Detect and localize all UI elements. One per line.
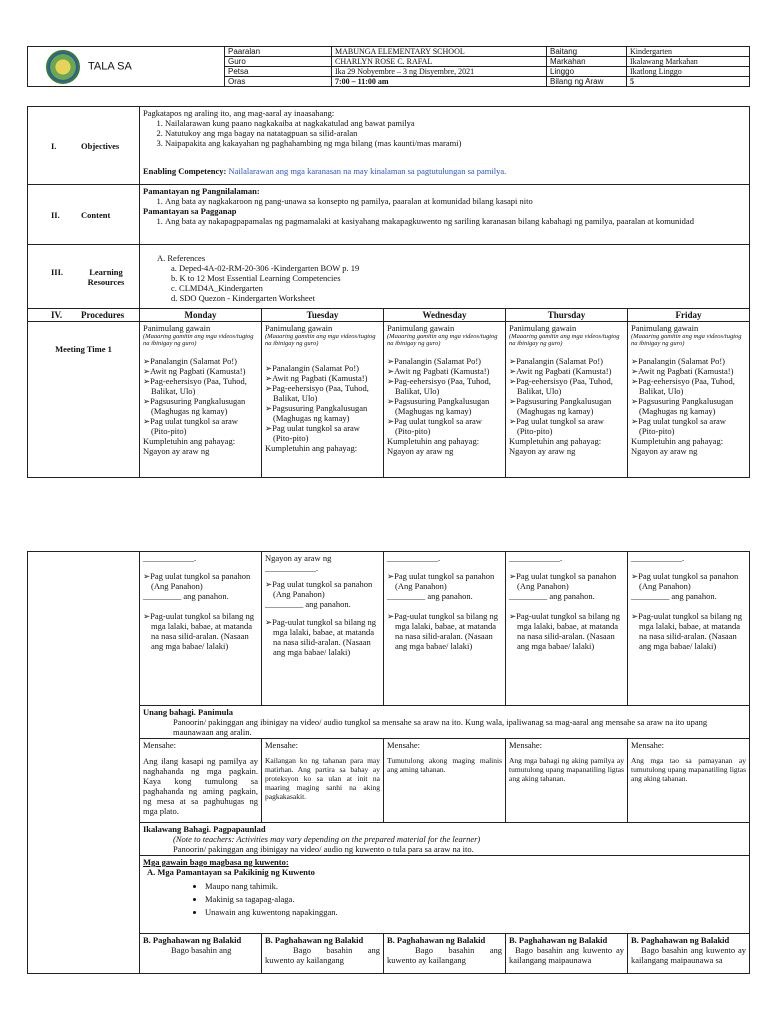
activity-list <box>143 571 258 591</box>
activity-item: ➢Pag-uulat tungkol sa bilang ng mga lalaki, babae, at matanda na nasa silid-aralan. (Nasaan ang mga babae/ lalaki) <box>631 611 743 651</box>
activity-item: ➢Pag-eehersisyo (Paa, Tuhod, Balikat, Ulo) <box>509 376 613 396</box>
panahon-line: _________ ang panahon. <box>387 591 473 601</box>
blank-line: ____________. <box>143 553 197 563</box>
ngayon-label: Ngayon ay araw ng <box>387 446 454 456</box>
label-oras: Oras <box>225 77 332 87</box>
value-markahan: Ikalawang Markahan <box>627 57 750 67</box>
balakid-text: Bago basahin ang kuwento ay kailangang <box>387 945 502 965</box>
mensahe-wednesday <box>384 739 506 823</box>
mensahe-label: Mensahe: <box>265 740 299 750</box>
mensahe-friday <box>628 739 750 823</box>
panimula-label: Panimulang gawain <box>387 323 455 333</box>
school-logo-icon <box>46 50 80 84</box>
activity-item: ➢Pagsusuring Pangkalusugan (Maghugas ng kamay) <box>143 396 246 416</box>
activity-item: ➢Pag-eehersisyo (Paa, Tuhod, Balikat, Ulo) <box>631 376 735 396</box>
panimula-label: Panimulang gawain <box>509 323 577 333</box>
balakid-friday <box>628 934 750 974</box>
enabling-label: Enabling Competency: <box>143 166 227 176</box>
resources-label-cell <box>28 245 140 309</box>
balakid-text: Bago basahin ang kuwento ay kailangang maipaunawa <box>509 945 624 965</box>
activity-list <box>631 356 746 436</box>
procedures-label: Procedures <box>81 310 125 320</box>
mensahe-tuesday <box>262 739 384 823</box>
mensahe-text: Ang mga bahagi ng aking pamilya ay tumutulong upang mapanatiling ligtas ang aking tahanan. <box>509 756 624 783</box>
objective-item: 3. Naipapakita ang kakayahan ng paghahambing ng mga bilang (mas kaunti/mas marami) <box>165 138 746 148</box>
activity-item: ➢Panalangin (Salamat Po!) <box>631 356 725 366</box>
label-baitang: Baitang <box>547 47 627 57</box>
activity-list <box>143 356 258 436</box>
reference-item: b. K to 12 Most Essential Learning Competencies <box>171 273 341 283</box>
balakid-title: B. Paghahawan ng Balakid <box>265 935 364 945</box>
content-heading-2: Pamantayan sa Pagganap <box>143 206 237 216</box>
content-text-2: 1. Ang bata ay nakapagpapamalas ng pagmamalaki at kasiyahang makapagkuwento ng sariling karanasan bilang kabahagi ng pamilya, paaralan at komunidad <box>165 216 746 226</box>
blank-line: ____________. <box>265 563 319 573</box>
tuesday-cont-cell <box>262 552 384 706</box>
kumpletuhin-label: Kumpletuhin ang pahayag: <box>265 443 358 453</box>
balakid-wednesday <box>384 934 506 974</box>
procedures-num: IV. <box>51 310 63 320</box>
panahon-line: _________ ang panahon. <box>265 599 351 609</box>
ngayon-label: Ngayon ay araw ng <box>143 446 210 456</box>
activity-item: ➢Pag uulat tungkol sa araw (Pito-pito) <box>631 416 726 436</box>
objective-item: 2. Natutukoy ang mga bagay na natatagpuan sa silid-aralan <box>165 128 746 138</box>
activity-item: ➢Pag uulat tungkol sa panahon (Ang Panahon) <box>509 571 617 591</box>
value-baitang: Kindergarten <box>627 47 750 57</box>
reference-item: c. CLMD4A_Kindergarten <box>171 283 263 293</box>
panimula-label: Panimulang gawain <box>265 323 333 333</box>
activity-item: ➢Panalangin (Salamat Po!) <box>265 363 359 373</box>
activity-item: ➢Pag-uulat tungkol sa bilang ng mga lalaki, babae, at matanda na nasa silid-aralan. (Nasaan ang mga babae/ lalaki) <box>265 617 377 657</box>
day-monday: Monday <box>140 309 262 322</box>
kumpletuhin-label: Kumpletuhin ang pahayag: <box>509 436 602 446</box>
label-markahan: Markahan <box>547 57 627 67</box>
balakid-text: Bago basahin ang <box>171 945 232 955</box>
objective-item: 1. Nailalarawan kung paano nagkakaiba at nagkakatulad ang bawat pamilya <box>165 118 746 128</box>
panimula-label: Panimulang gawain <box>631 323 699 333</box>
ikalawang-bahagi-note: (Note to teachers: Activities may vary depending on the prepared material for the learner) <box>173 834 481 844</box>
activity-item: ➢Pag uulat tungkol sa panahon (Ang Panahon) <box>143 571 251 591</box>
activity-list <box>265 579 380 599</box>
unang-bahagi-title: Unang bahagi. Panimula <box>143 707 233 717</box>
activity-list <box>631 571 746 591</box>
activity-item: ➢Awit ng Pagbati (Kamusta!) <box>387 366 490 376</box>
header-title-cell <box>28 47 225 87</box>
value-guro: CHARLYN ROSE C. RAFAL <box>332 57 547 67</box>
content-cell <box>140 185 750 245</box>
resources-label: Learning Resources <box>87 266 125 287</box>
activity-list <box>631 611 746 651</box>
panahon-line: _________ ang panahon. <box>143 591 229 601</box>
activity-item: ➢Pag-eehersisyo (Paa, Tuhod, Balikat, Ulo) <box>265 383 369 403</box>
reference-item: a. Deped-4A-02-RM-20-306 -Kindergarten BOW p. 19 <box>171 263 360 273</box>
objectives-label-cell <box>28 107 140 185</box>
monday-cell <box>140 322 262 478</box>
blank-line: ____________. <box>387 553 441 563</box>
unang-bahagi-text: Panoorin/ pakinggan ang ibinigay na video/ audio tungkol sa mensahe sa araw na ito. Kung wala, ipaliwanag sa mag-aaral ang mensahe sa araw na ito upang maunawaan ang aralin. <box>173 717 708 737</box>
panimula-note: (Maaaring gamitin ang mga videos/tugtog na ibinigay ng guro) <box>143 333 254 347</box>
content-heading-1: Pamantayan ng Pangnilalaman: <box>143 186 260 196</box>
blank-line: ____________. <box>631 553 685 563</box>
panimula-note: (Maaaring gamitin ang mga videos/tugtog na ibinigay ng guro) <box>387 333 498 347</box>
mensahe-text: Ang mga tao sa pamayanan ay tumutulong upang mapanatiling ligtas ang aking tahanan. <box>631 756 746 783</box>
balakid-text: Bago basahin ang kuwento ay kailangang maipaunawa sa <box>631 945 746 965</box>
balakid-tuesday <box>262 934 384 974</box>
ikalawang-bahagi-cell <box>140 823 750 856</box>
activity-item: ➢Pag uulat tungkol sa panahon (Ang Panahon) <box>631 571 739 591</box>
monday-cont-cell <box>140 552 262 706</box>
panimula-label: Panimulang gawain <box>143 323 211 333</box>
wednesday-cell <box>384 322 506 478</box>
procedures-label-cell <box>28 309 140 322</box>
activity-item: ➢Pag uulat tungkol sa panahon (Ang Panahon) <box>265 579 373 599</box>
mensahe-monday <box>140 739 262 823</box>
activity-item: ➢Awit ng Pagbati (Kamusta!) <box>265 373 368 383</box>
header-title: TALA SA <box>88 60 132 72</box>
references-heading: A. References <box>157 253 206 263</box>
activity-item: ➢Pag uulat tungkol sa araw (Pito-pito) <box>509 416 604 436</box>
unang-bahagi-cell <box>140 706 750 739</box>
value-paaralan: MABUNGA ELEMENTARY SCHOOL <box>332 47 547 57</box>
activity-list <box>387 611 502 651</box>
activity-item: ➢Awit ng Pagbati (Kamusta!) <box>509 366 612 376</box>
ikalawang-bahagi-text: Panoorin/ pakinggan ang ibinigay na video/ audio ng kuwento o tula para sa araw na ito. <box>173 844 474 854</box>
day-tuesday: Tuesday <box>262 309 384 322</box>
wednesday-cont-cell <box>384 552 506 706</box>
rules-list <box>143 880 746 919</box>
gawain-title: Mga gawain bago magbasa ng kuwento: <box>143 857 289 867</box>
kumpletuhin-label: Kumpletuhin ang pahayag: <box>143 436 236 446</box>
activity-item: ➢Pagsusuring Pangkalusugan (Maghugas ng kamay) <box>509 396 612 416</box>
panahon-line: _________ ang panahon. <box>509 591 595 601</box>
activity-item: ➢Pagsusuring Pangkalusugan (Maghugas ng kamay) <box>631 396 734 416</box>
kumpletuhin-label: Kumpletuhin ang pahayag: <box>631 436 724 446</box>
activity-item: ➢Pagsusuring Pangkalusugan (Maghugas ng kamay) <box>387 396 490 416</box>
activity-list <box>265 363 380 443</box>
objectives-intro: Pagkatapos ng araling ito, ang mag-aaral ay inaasahang: <box>143 108 335 118</box>
activity-item: ➢Pag-uulat tungkol sa bilang ng mga lalaki, babae, at matanda na nasa silid-aralan. (Nasaan ang mga babae/ lalaki) <box>387 611 499 651</box>
mensahe-label: Mensahe: <box>509 740 543 750</box>
tuesday-cell <box>262 322 384 478</box>
header-table <box>27 46 750 87</box>
activity-item: ➢Awit ng Pagbati (Kamusta!) <box>143 366 246 376</box>
activity-list <box>509 611 624 651</box>
activity-list <box>509 356 624 436</box>
activity-list <box>509 571 624 591</box>
ngayon-label: Ngayon ay araw ng <box>631 446 698 456</box>
ngayon-label: Ngayon ay araw ng <box>509 446 576 456</box>
reference-item: d. SDO Quezon - Kindergarten Worksheet <box>171 293 315 303</box>
pamantayan-title: A. Mga Pamantayan sa Pakikinig ng Kuwento <box>147 867 315 877</box>
balakid-title: B. Paghahawan ng Balakid <box>387 935 486 945</box>
balakid-title: B. Paghahawan ng Balakid <box>631 935 730 945</box>
ikalawang-bahagi-title: Ikalawang Bahagi. Pagpapaunlad <box>143 824 266 834</box>
panahon-line: _________ ang panahon. <box>631 591 717 601</box>
day-friday: Friday <box>628 309 750 322</box>
content-text-1: 1. Ang bata ay nagkakaroon ng pang-unawa sa konsepto ng pamilya, paaralan at komunidad bilang kasapi nito <box>165 196 746 206</box>
page-2 <box>0 540 768 1024</box>
activity-item: ➢Pag uulat tungkol sa araw (Pito-pito) <box>387 416 482 436</box>
activity-item: ➢Pag uulat tungkol sa araw (Pito-pito) <box>265 423 360 443</box>
blank-line: ____________. <box>509 553 563 563</box>
friday-cont-cell <box>628 552 750 706</box>
panimula-note: (Maaaring gamitin ang mga videos/tugtog na ibinigay ng guro) <box>509 333 620 347</box>
mensahe-label: Mensahe: <box>631 740 665 750</box>
rule-item: • Maupo nang tahimik. <box>205 880 746 893</box>
panimula-note: (Maaaring gamitin ang mga videos/tugtog na ibinigay ng guro) <box>265 333 376 347</box>
plan-table-continued <box>27 551 750 974</box>
activity-item: ➢Pag-eehersisyo (Paa, Tuhod, Balikat, Ulo) <box>387 376 491 396</box>
mensahe-thursday <box>506 739 628 823</box>
activity-list <box>143 611 258 651</box>
value-oras: 7:00 – 11:00 am <box>332 77 547 87</box>
activity-list <box>265 617 380 657</box>
mensahe-text: Kailangan ko ng tahanan para may matirhan. Ang partira sa bahay ay proteksyon ko sa ulan at init na maaring maging sanhi na aking pagkakasakit. <box>265 756 380 801</box>
activity-item: ➢Pag uulat tungkol sa araw (Pito-pito) <box>143 416 238 436</box>
value-linggo: Ikatlong Linggo <box>627 67 750 77</box>
content-label-cell <box>28 185 140 245</box>
balakid-thursday <box>506 934 628 974</box>
kumpletuhin-label: Kumpletuhin ang pahayag: <box>387 436 480 446</box>
label-paaralan: Paaralan <box>225 47 332 57</box>
mensahe-label: Mensahe: <box>143 740 177 750</box>
value-petsa: Ika 29 Nobyembre – 3 ng Disyembre, 2021 <box>332 67 547 77</box>
resources-num: III. <box>51 266 64 277</box>
objectives-num: I. <box>51 140 57 151</box>
content-label: Content <box>81 209 111 220</box>
rule-item: • Makinig sa tagapag-alaga. <box>205 893 746 906</box>
activity-item: ➢Pag-uulat tungkol sa bilang ng mga lalaki, babae, at matanda na nasa silid-aralan. (Nasaan ang mga babae/ lalaki) <box>143 611 255 651</box>
activity-item: ➢Pag-eehersisyo (Paa, Tuhod, Balikat, Ulo) <box>143 376 247 396</box>
activity-list <box>387 356 502 436</box>
thursday-cont-cell <box>506 552 628 706</box>
activity-item: ➢Panalangin (Salamat Po!) <box>387 356 481 366</box>
ngayon-label: Ngayon ay araw ng <box>265 553 332 563</box>
enabling-competency <box>143 166 746 176</box>
balakid-text: Bago basahin ang kuwento ay kailangang <box>265 945 380 965</box>
activity-item: ➢Pagsusuring Pangkalusugan (Maghugas ng kamay) <box>265 403 368 423</box>
content-num: II. <box>51 209 60 220</box>
balakid-title: B. Paghahawan ng Balakid <box>509 935 608 945</box>
label-petsa: Petsa <box>225 67 332 77</box>
left-blank-column <box>28 552 140 974</box>
mensahe-label: Mensahe: <box>387 740 421 750</box>
activity-item: ➢Awit ng Pagbati (Kamusta!) <box>631 366 734 376</box>
plan-table <box>27 106 750 478</box>
mensahe-text: Ang ilang kasapi ng pamilya ay naghahanda ng mga pagkain. Kaya kong tumulong sa paghahanda ng aming pagkain, ng mesa at sa paghuhugas ng mga plato. <box>143 756 258 816</box>
resources-cell <box>140 245 750 309</box>
activity-item: ➢Pag uulat tungkol sa panahon (Ang Panahon) <box>387 571 495 591</box>
activity-item: ➢Panalangin (Salamat Po!) <box>143 356 237 366</box>
panimula-note: (Maaaring gamitin ang mga videos/tugtog na ibinigay ng guro) <box>631 333 742 347</box>
day-wednesday: Wednesday <box>384 309 506 322</box>
thursday-cell <box>506 322 628 478</box>
activity-list <box>387 571 502 591</box>
objectives-label: Objectives <box>81 140 120 151</box>
rule-item: • Unawain ang kuwentong napakinggan. <box>205 906 746 919</box>
label-linggo: Linggo <box>547 67 627 77</box>
mensahe-text: Tumutulong akong maging malinis ang aming tahanan. <box>387 756 502 774</box>
enabling-text: Nailalarawan ang mga karanasan na may kinalaman sa pagtutulungan sa pamilya. <box>228 166 507 176</box>
content-list-1 <box>143 196 746 206</box>
objectives-list <box>143 118 746 148</box>
page-1 <box>0 0 768 500</box>
friday-cell <box>628 322 750 478</box>
content-list-2 <box>143 216 746 226</box>
day-thursday: Thursday <box>506 309 628 322</box>
objectives-content <box>140 107 750 185</box>
activity-item: ➢Panalangin (Salamat Po!) <box>509 356 603 366</box>
activity-item: ➢Pag-uulat tungkol sa bilang ng mga lalaki, babae, at matanda na nasa silid-aralan. (Nasaan ang mga babae/ lalaki) <box>509 611 621 651</box>
meeting-time-label: Meeting Time 1 <box>28 322 140 478</box>
balakid-title: B. Paghahawan ng Balakid <box>143 935 242 945</box>
balakid-monday <box>140 934 262 974</box>
label-bilang: Bilang ng Araw <box>547 77 627 87</box>
value-bilang: 5 <box>627 77 750 87</box>
label-guro: Guro <box>225 57 332 67</box>
gawain-cell <box>140 856 750 934</box>
